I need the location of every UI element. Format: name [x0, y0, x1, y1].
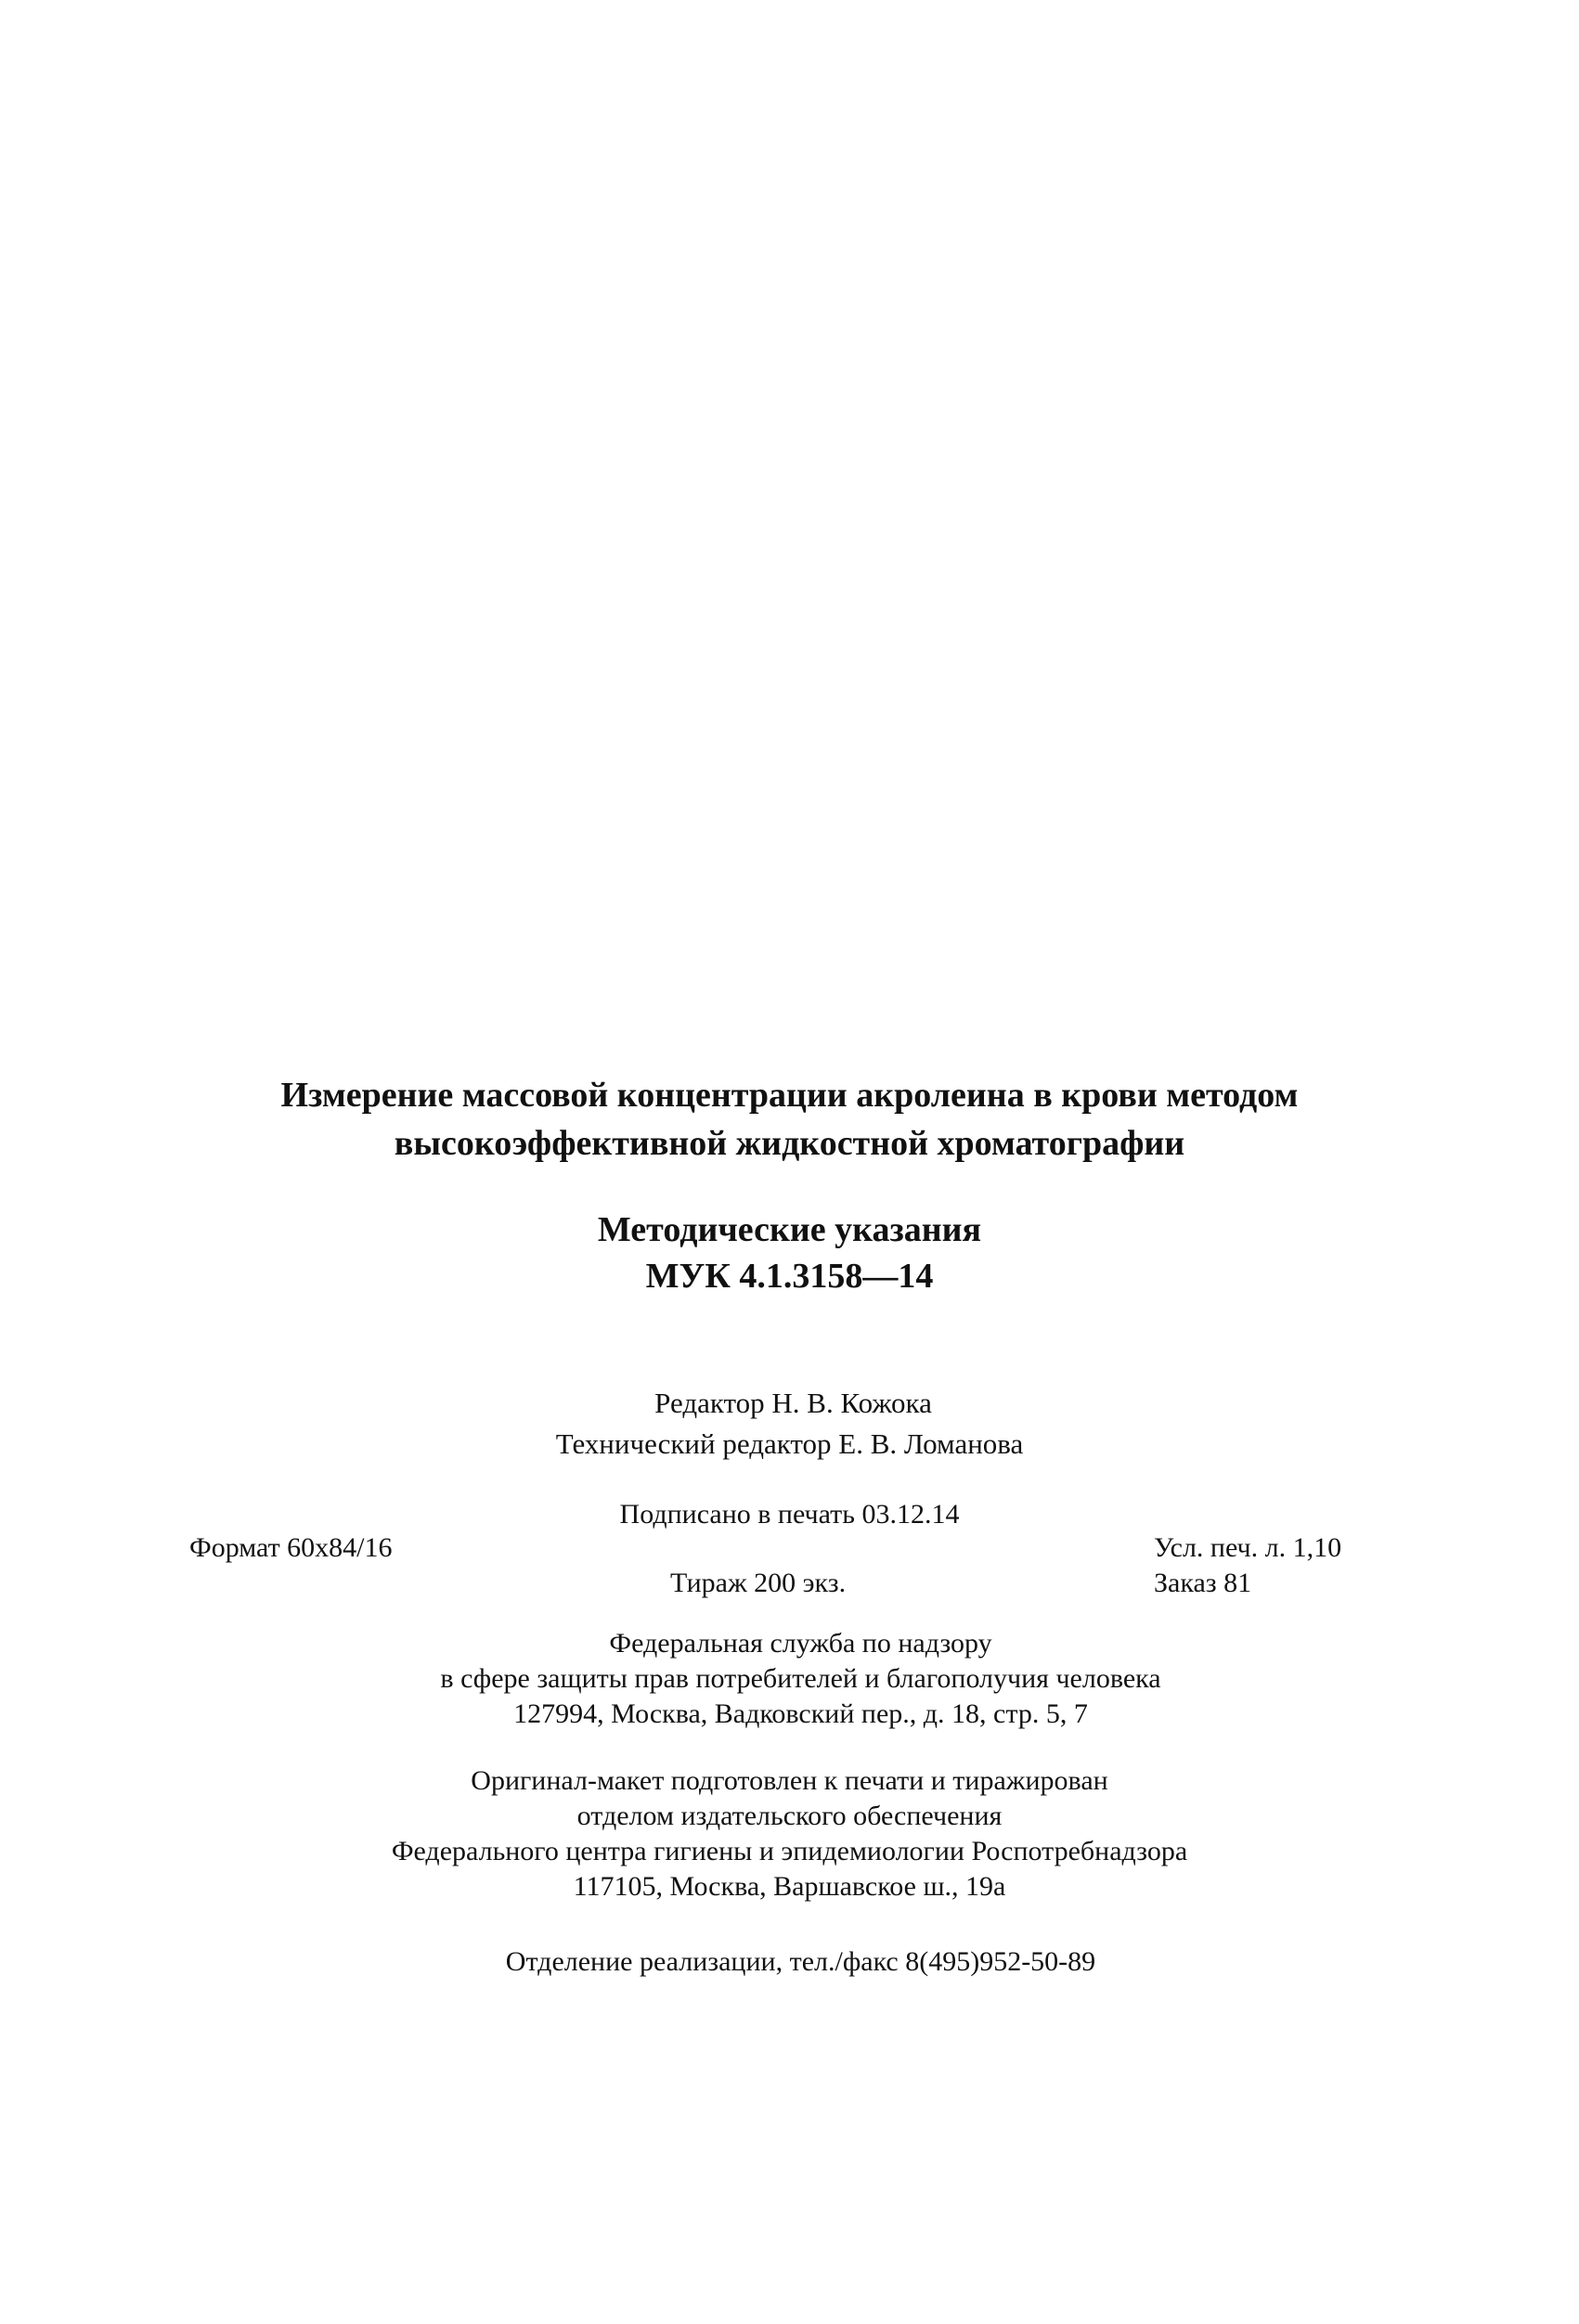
- maker-line-2: отделом издательского обеспечения: [576, 1801, 1003, 1831]
- subtitle-code: МУК 4.1.3158—14: [645, 1257, 934, 1296]
- publisher-block: [0, 1626, 1579, 1732]
- editor-name: Редактор Н. В. Кожока: [654, 1387, 932, 1419]
- title-line-1: Измерение массовой концентрации акролеина в крови методом: [280, 1076, 1299, 1115]
- circulation-info: Тираж 200 экз.: [670, 1568, 847, 1598]
- publisher-line-1: Федеральная служба по надзору: [609, 1628, 992, 1659]
- maker-line-1: Оригинал-макет подготовлен к печати и тиражирован: [471, 1765, 1108, 1796]
- tech-editor-name: Технический редактор Е. В. Ломанова: [555, 1427, 1024, 1460]
- maker-address: 117105, Москва, Варшавское ш., 19а: [573, 1871, 1006, 1902]
- editors-block: [0, 1383, 1579, 1465]
- maker-line-3: Федерального центра гигиены и эпидемиологии Роспотребнадзора: [391, 1836, 1188, 1866]
- sales-text: Отделение реализации, тел./факс 8(495)952-50-89: [505, 1946, 1096, 1977]
- publisher-line-2: в сфере защиты прав потребителей и благополучия человека: [440, 1663, 1161, 1694]
- subtitle-type: Методические указания: [597, 1210, 982, 1249]
- layout-maker-block: [0, 1763, 1579, 1904]
- title-line-2: высокоэффективной жидкостной хроматографии: [394, 1124, 1185, 1163]
- document-subtitle: [0, 1207, 1579, 1299]
- signed-text: Подписано в печать 03.12.14: [619, 1499, 960, 1530]
- document-title: [0, 1071, 1579, 1168]
- print-sheets-info: Усл. печ. л. 1,10: [1154, 1532, 1342, 1563]
- format-info: Формат 60x84/16: [189, 1532, 393, 1563]
- publisher-address: 127994, Москва, Вадковский пер., д. 18, стр. 5, 7: [513, 1698, 1088, 1729]
- sales-contact: [0, 1943, 1579, 1981]
- signed-date: [0, 1496, 1579, 1533]
- order-info: Заказ 81: [1154, 1568, 1252, 1598]
